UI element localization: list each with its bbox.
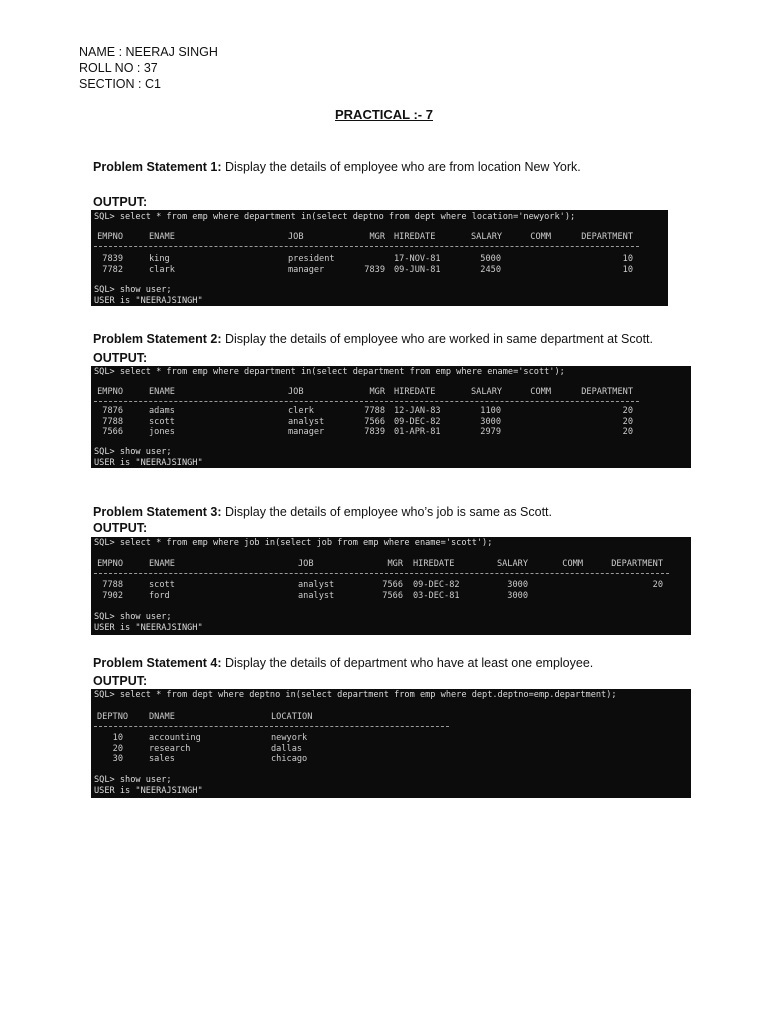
table-cell: 7788	[102, 416, 123, 427]
column-header: DNAME	[149, 712, 175, 722]
column-header: EMPNO	[97, 559, 123, 569]
table-cell: 09-JUN-81	[394, 264, 441, 275]
table-cell: newyork	[271, 733, 308, 743]
problem-label: Problem Statement 1:	[93, 160, 222, 174]
column-separator	[94, 246, 639, 247]
problem-text: Display the details of department who have at least one employee.	[221, 656, 594, 670]
table-cell: king	[149, 254, 170, 264]
table-cell: 7566	[364, 416, 385, 427]
column-header: SALARY	[471, 387, 503, 397]
column-header: HIREDATE	[394, 232, 436, 242]
sql-query-line: SQL> select * from emp where department in(select department from emp where ename='scott');	[94, 367, 565, 377]
problem-statement-1	[93, 160, 581, 174]
table-cell: 09-DEC-82	[413, 580, 460, 590]
table-cell: president	[288, 254, 335, 264]
table-cell: 20	[622, 406, 633, 416]
table-cell: clerk	[288, 406, 314, 416]
table-cell: analyst	[298, 580, 335, 590]
table-cell: 7788	[364, 406, 385, 416]
table-cell: 1100	[480, 406, 501, 416]
table-cell: 12-JAN-83	[394, 406, 441, 416]
table-cell: 10	[622, 264, 633, 275]
table-cell: 7876	[102, 406, 123, 416]
table-cell: research	[149, 743, 191, 754]
column-header: JOB	[288, 232, 304, 242]
user-result-line: USER is "NEERAJSINGH"	[94, 457, 203, 468]
table-cell: 10	[622, 254, 633, 264]
table-cell: 7566	[102, 427, 123, 438]
table-cell: 7788	[102, 580, 123, 590]
column-header: MGR	[369, 387, 385, 397]
table-cell: 3000	[507, 580, 528, 590]
table-cell: 20	[112, 743, 123, 754]
column-header: ENAME	[149, 559, 175, 569]
column-header: JOB	[288, 387, 304, 397]
table-cell: 20	[622, 427, 633, 438]
table-cell: adams	[149, 406, 175, 416]
table-cell: 7566	[382, 590, 403, 601]
terminal-output-3	[91, 537, 691, 635]
student-name: NAME : NEERAJ SINGH	[79, 45, 218, 59]
section: SECTION : C1	[79, 77, 161, 91]
table-cell: 5000	[480, 254, 501, 264]
sql-query-line: SQL> select * from emp where job in(select job from emp where ename='scott');	[94, 538, 493, 548]
table-cell: 30	[112, 754, 123, 765]
table-cell: 20	[652, 580, 663, 590]
column-header: COMM	[530, 232, 551, 242]
column-header: SALARY	[471, 232, 503, 242]
column-header: JOB	[298, 559, 314, 569]
table-cell: accounting	[149, 733, 201, 743]
column-separator	[94, 726, 449, 727]
column-header: DEPTNO	[97, 712, 129, 722]
table-cell: 7902	[102, 590, 123, 601]
table-cell: 7782	[102, 264, 123, 275]
show-user-command: SQL> show user;	[94, 612, 172, 622]
problem-statement-4	[93, 656, 593, 670]
table-cell: scott	[149, 580, 175, 590]
table-cell: 01-APR-81	[394, 427, 441, 438]
table-cell: 7839	[364, 427, 385, 438]
sql-query-line: SQL> select * from dept where deptno in(select department from emp where dept.deptno=emp.department);	[94, 690, 617, 700]
column-header: SALARY	[496, 559, 528, 569]
table-cell: dallas	[271, 743, 303, 754]
column-separator	[94, 401, 639, 402]
problem-text: Display the details of employee who are from location New York.	[221, 160, 581, 174]
column-header: COMM	[530, 387, 551, 397]
user-result-line: USER is "NEERAJSINGH"	[94, 295, 203, 306]
problem-statement-3	[93, 505, 552, 519]
table-cell: manager	[288, 264, 325, 275]
column-header: COMM	[562, 559, 583, 569]
table-cell: 2979	[480, 427, 501, 438]
sql-query-line: SQL> select * from emp where department in(select deptno from dept where location='newyork');	[94, 212, 576, 222]
terminal-output-4	[91, 689, 691, 798]
column-header: DEPARTMENT	[581, 232, 633, 242]
table-cell: analyst	[298, 590, 335, 601]
column-header: EMPNO	[97, 387, 123, 397]
table-cell: 7566	[382, 580, 403, 590]
column-header: HIREDATE	[413, 559, 455, 569]
column-header: ENAME	[149, 387, 175, 397]
output-label-1: OUTPUT:	[93, 195, 148, 209]
problem-label: Problem Statement 4:	[93, 656, 222, 670]
show-user-command: SQL> show user;	[94, 447, 172, 457]
problem-label: Problem Statement 2:	[93, 332, 222, 346]
column-separator	[94, 573, 669, 574]
problem-text: Display the details of employee who’s job is same as Scott.	[221, 505, 553, 519]
roll-number: ROLL NO : 37	[79, 61, 158, 75]
user-result-line: USER is "NEERAJSINGH"	[94, 785, 203, 796]
terminal-output-1	[91, 210, 668, 306]
table-cell: 7839	[364, 264, 385, 275]
problem-statement-2	[93, 332, 653, 346]
table-cell: 09-DEC-82	[394, 416, 441, 427]
column-header: HIREDATE	[394, 387, 436, 397]
table-cell: 10	[112, 733, 123, 743]
terminal-output-2	[91, 366, 691, 468]
column-header: LOCATION	[271, 712, 313, 722]
table-cell: analyst	[288, 416, 325, 427]
column-header: EMPNO	[97, 232, 123, 242]
table-cell: jones	[149, 427, 175, 438]
table-cell: 2450	[480, 264, 501, 275]
table-cell: 20	[622, 416, 633, 427]
table-cell: 3000	[480, 416, 501, 427]
show-user-command: SQL> show user;	[94, 285, 172, 295]
table-cell: 17-NOV-81	[394, 254, 441, 264]
table-cell: sales	[149, 754, 175, 765]
page-title: PRACTICAL :- 7	[335, 107, 433, 122]
column-header: DEPARTMENT	[611, 559, 663, 569]
table-cell: 7839	[102, 254, 123, 264]
problem-text: Display the details of employee who are worked in same department at Scott.	[221, 332, 653, 346]
output-label-3: OUTPUT:	[93, 521, 148, 535]
output-label-4: OUTPUT:	[93, 674, 148, 688]
user-result-line: USER is "NEERAJSINGH"	[94, 622, 203, 633]
show-user-command: SQL> show user;	[94, 775, 172, 785]
table-cell: ford	[149, 590, 170, 601]
table-cell: clark	[149, 264, 175, 275]
column-header: ENAME	[149, 232, 175, 242]
column-header: MGR	[369, 232, 385, 242]
table-cell: manager	[288, 427, 325, 438]
table-cell: scott	[149, 416, 175, 427]
problem-label: Problem Statement 3:	[93, 505, 222, 519]
column-header: DEPARTMENT	[581, 387, 633, 397]
table-cell: 3000	[507, 590, 528, 601]
output-label-2: OUTPUT:	[93, 351, 148, 365]
column-header: MGR	[387, 559, 403, 569]
table-cell: chicago	[271, 754, 308, 765]
table-cell: 03-DEC-81	[413, 590, 460, 601]
